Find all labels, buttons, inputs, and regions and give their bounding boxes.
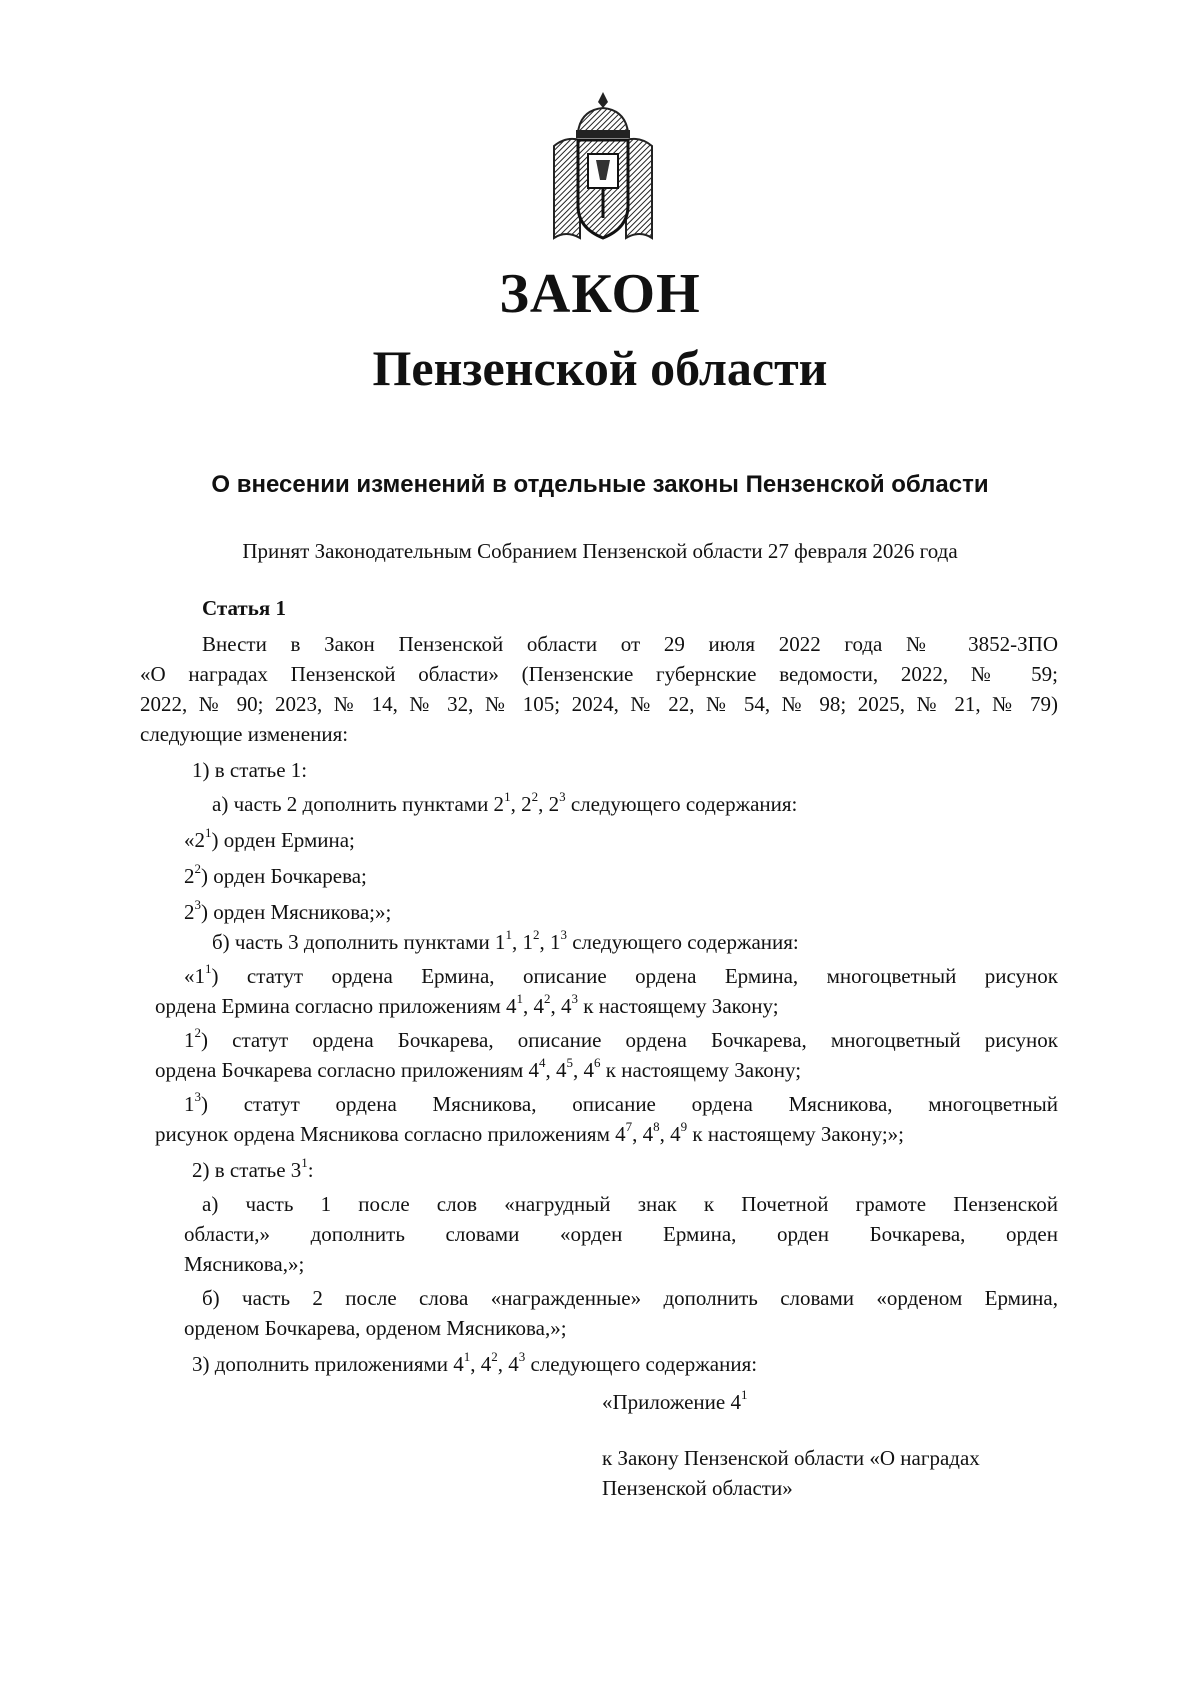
point-2-1: «$2^1$) орден Ермина; xyxy=(184,825,355,852)
intro-line: 2022, № 90; 2023, № 14, № 32, № 105; 2024, № 22, № 54, № 98; 2025, № 21, № 79) xyxy=(140,692,1058,716)
region-title: Пензенской области xyxy=(372,340,828,396)
appendix-reference: к Закону Пензенской области «О наградах Пензенской области» xyxy=(602,1446,980,1500)
item-2b: б) часть 2 после слова «награжденные» дополнить словами «орденом Ермина, орденом Бочкарева, орденом Мясникова,»; xyxy=(184,1286,1058,1340)
item-3: 3) дополнить приложениями $4^1$, $4^2$, $4^3$ следующего содержания: xyxy=(192,1349,758,1376)
item-2a: а) часть 1 после слов «нагрудный знак к Почетной грамоте Пензенской области,» дополнить словами «орден Ермина, орден Бочкарева, орден Мясникова,»; xyxy=(184,1192,1058,1276)
item-2-label: 2) в статье $3^1$: xyxy=(192,1155,314,1182)
article-heading: Статья 1 xyxy=(202,596,286,620)
appendix-title: «Приложение $4^1$ xyxy=(602,1387,748,1414)
point-1-1: «$1^1$) статут ордена Ермина, описание ордена Ермина, многоцветный рисунок ордена Ермина согласно приложениям $4^1$, $4^2$, $4^3$ к настоящему Закону; xyxy=(155,961,1058,1018)
coat-of-arms-emblem xyxy=(548,88,658,248)
intro-line: Внести в Закон Пензенской области от 29 июля 2022 года № 3852-ЗПО xyxy=(202,632,1058,656)
item-1-label: 1) в статье 1: xyxy=(192,758,308,782)
law-body xyxy=(140,593,1058,1503)
law-title: ЗАКОН xyxy=(499,263,701,325)
intro-line: «О наградах Пензенской области» (Пензенские губернские ведомости, 2022, № 59; xyxy=(140,662,1058,686)
point-2-2: $2^2$) орден Бочкарева; xyxy=(184,861,367,888)
intro-line: следующие изменения: xyxy=(140,722,349,746)
item-1b: б) часть 3 дополнить пунктами $1^1$, $1^2$, $1^3$ следующего содержания: xyxy=(212,927,799,954)
point-1-3: $1^3$) статут ордена Мясникова, описание ордена Мясникова, многоцветный рисунок ордена Мясникова согласно приложениям $4^7$, $4^8$, $4^9$ к настоящему Закону;»; xyxy=(155,1089,1058,1146)
article-intro xyxy=(140,629,1058,749)
point-2-3: $2^3$) орден Мясникова;»; xyxy=(184,897,392,924)
law-subject-heading: О внесении изменений в отдельные законы Пензенской области xyxy=(211,471,989,498)
item-1a: а) часть 2 дополнить пунктами $2^1$, $2^2$, $2^3$ следующего содержания: xyxy=(212,789,798,816)
point-1-2: $1^2$) статут ордена Бочкарева, описание ордена Бочкарева, многоцветный рисунок ордена Бочкарева согласно приложениям $4^4$, $4^5$, $4^6$ к настоящему Закону; xyxy=(155,1025,1058,1082)
adoption-note: Принят Законодательным Собранием Пензенской области 27 февраля 2026 года xyxy=(242,539,958,563)
